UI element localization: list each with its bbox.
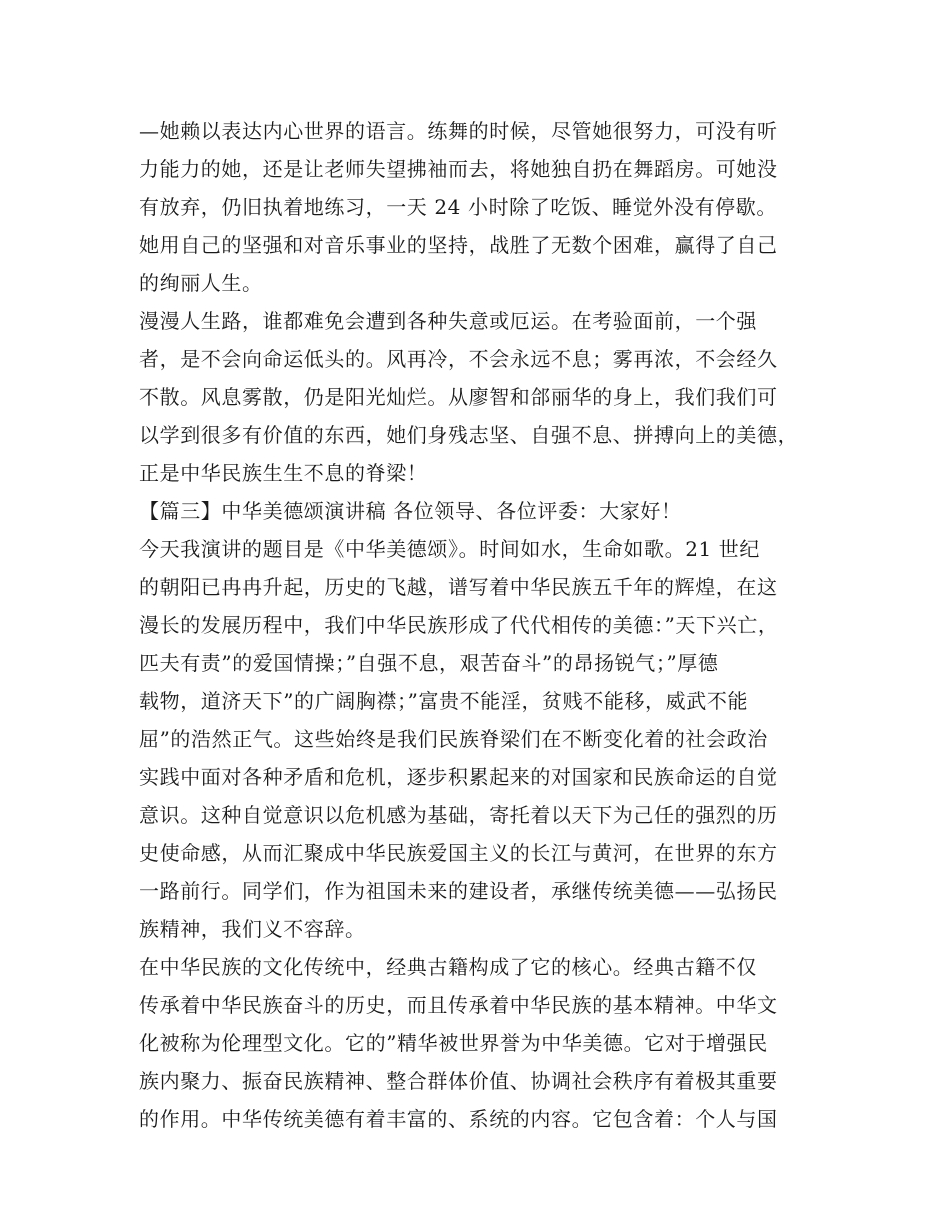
- text-line: 不散。风息雾散，仍是阳光灿烂。从廖智和郃丽华的身上，我们我们可: [139, 385, 778, 409]
- text-line: 化被称为伦理型文化。它的”精华被世界誉为中华美德。它对于增强民: [139, 1031, 768, 1055]
- text-line: 实践中面对各种矛盾和危机，逐步积累起来的对国家和民族命运的自觉: [139, 765, 778, 789]
- text-line: 她用自己的坚强和对音乐事业的坚持，战胜了无数个困难，赢得了自己: [139, 233, 778, 257]
- text-line: 载物，道济天下”的广阔胸襟；”富贵不能淫，贫贱不能移，威武不能: [139, 689, 749, 713]
- text-line: 以学到很多有价值的东西，她们身残志坚、自强不息、拼搏向上的美德，: [139, 423, 799, 447]
- text-line: 有放弃，仍旧执着地练习，一天 24 小时除了吃饭、睡觉外没有停歇。: [139, 195, 777, 219]
- section-heading: 【篇三】中华美德颂演讲稿 各位领导、各位评委：大家好！: [139, 499, 682, 523]
- text-line: —她赖以表达内心世界的语言。练舞的时候，尽管她很努力，可没有听: [139, 119, 778, 143]
- text-line: 的朝阳已冉冉升起，历史的飞越，谱写着中华民族五千年的辉煌，在这: [139, 575, 778, 599]
- text-line: 屈”的浩然正气。这些始终是我们民族脊梁们在不断变化着的社会政治: [139, 727, 768, 751]
- text-line: 正是中华民族生生不息的脊梁！: [139, 461, 428, 485]
- text-line: 的作用。中华传统美德有着丰富的、系统的内容。它包含着：个人与国: [139, 1107, 778, 1131]
- text-line: 的绚丽人生。: [139, 271, 263, 295]
- text-line: 传承着中华民族奋斗的历史，而且传承着中华民族的基本精神。中华文: [139, 993, 778, 1017]
- text-line: 力能力的她，还是让老师失望拂袖而去，将她独自扔在舞蹈房。可她没: [139, 157, 778, 181]
- text-line: 匹夫有责”的爱国情操；”自强不息，艰苦奋斗”的昂扬锐气；”厚德: [139, 651, 719, 675]
- text-line: 漫长的发展历程中，我们中华民族形成了代代相传的美德：”天下兴亡，: [139, 613, 779, 637]
- text-line: 族内聚力、振奋民族精神、整合群体价值、协调社会秩序有着极其重要: [139, 1069, 778, 1093]
- text-line: 者，是不会向命运低头的。风再冷，不会永远不息；雾再浓，不会经久: [139, 347, 778, 371]
- body-text: [139, 112, 829, 1138]
- text-line: 史使命感，从而汇聚成中华民族爱国主义的长江与黄河，在世界的东方: [139, 841, 778, 865]
- text-line: 在中华民族的文化传统中，经典古籍构成了它的核心。经典古籍不仅: [139, 955, 757, 979]
- text-line: 族精神，我们义不容辞。: [139, 917, 366, 941]
- text-line: 一路前行。同学们，作为祖国未来的建设者，承继传统美德——弘扬民: [139, 879, 778, 903]
- text-line: 漫漫人生路，谁都难免会遭到各种失意或厄运。在考验面前，一个强: [139, 309, 757, 333]
- text-line: 意识。这种自觉意识以危机感为基础，寄托着以天下为己任的强烈的历: [139, 803, 778, 827]
- text-line: 今天我演讲的题目是《中华美德颂》。时间如水，生命如歌。21 世纪: [139, 537, 761, 561]
